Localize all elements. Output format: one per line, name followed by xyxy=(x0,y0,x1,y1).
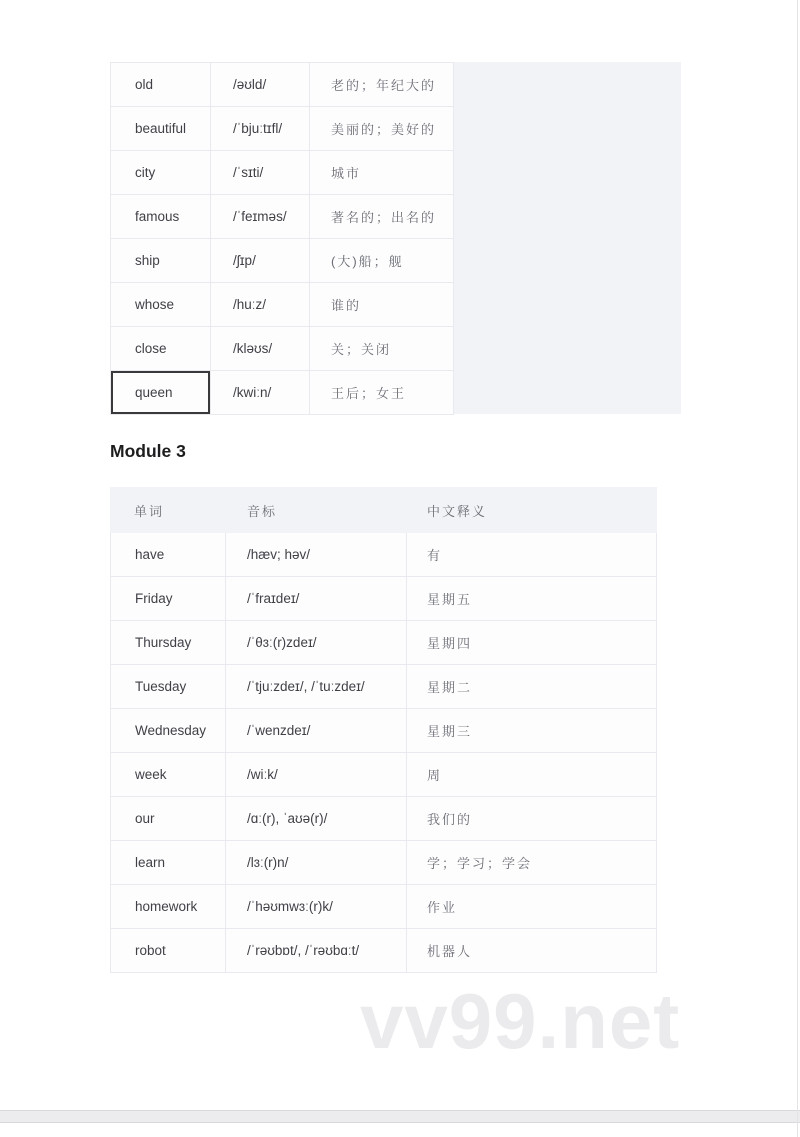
word-cell: learn xyxy=(110,841,226,885)
word-cell: have xyxy=(110,533,226,577)
table-row xyxy=(110,753,657,797)
phonetic-cell: /hæv; həv/ xyxy=(226,533,407,577)
word-cell: city xyxy=(111,151,211,195)
meaning-cell: 老的；年纪大的 xyxy=(310,63,454,107)
table-row xyxy=(111,63,454,107)
table-row xyxy=(110,841,657,885)
meaning-cell: 作业 xyxy=(407,885,657,929)
word-cell: Wednesday xyxy=(110,709,226,753)
word-cell: our xyxy=(110,797,226,841)
phonetic-cell: /ˈwenzdeɪ/ xyxy=(226,709,407,753)
table-row xyxy=(110,709,657,753)
table-row xyxy=(111,107,454,151)
column-header-meaning: 中文释义 xyxy=(427,503,488,519)
table-header-row xyxy=(110,487,657,533)
phonetic-cell: /əʊld/ xyxy=(211,63,310,107)
column-header-word: 单词 xyxy=(134,503,165,519)
phonetic-cell: /ˈhəʊmwɜː(r)k/ xyxy=(226,885,407,929)
phonetic-cell: /lɜː(r)n/ xyxy=(226,841,407,885)
vocab-table-module3 xyxy=(110,487,657,973)
meaning-cell: 谁的 xyxy=(310,283,454,327)
table-row xyxy=(111,327,454,371)
watermark-text: vv99.net xyxy=(360,977,681,1065)
table-row xyxy=(110,665,657,709)
phonetic-cell: /huːz/ xyxy=(211,283,310,327)
vocab-table-top xyxy=(110,62,681,414)
meaning-cell: 我们的 xyxy=(407,797,657,841)
table-row xyxy=(111,283,454,327)
word-cell: Friday xyxy=(110,577,226,621)
word-cell: ship xyxy=(111,239,211,283)
phonetic-cell: /ˈθɜː(r)zdeɪ/ xyxy=(226,621,407,665)
meaning-cell: 有 xyxy=(407,533,657,577)
table-row xyxy=(110,533,657,577)
table-row xyxy=(111,371,454,415)
focused-word-cell[interactable]: queen xyxy=(111,371,211,415)
phonetic-cell: /ˈfraɪdeɪ/ xyxy=(226,577,407,621)
word-cell: homework xyxy=(110,885,226,929)
meaning-cell: 王后；女王 xyxy=(310,371,454,415)
phonetic-cell: /ɑː(r), ˈaʊə(r)/ xyxy=(226,797,407,841)
table-row xyxy=(111,195,454,239)
meaning-cell: 星期五 xyxy=(407,577,657,621)
word-cell: Thursday xyxy=(110,621,226,665)
meaning-cell: 美丽的；美好的 xyxy=(310,107,454,151)
meaning-cell: 星期二 xyxy=(407,665,657,709)
table-row xyxy=(110,621,657,665)
table-row xyxy=(110,929,657,973)
meaning-cell: 周 xyxy=(407,753,657,797)
meaning-cell: 机器人 xyxy=(407,929,657,973)
page-edge-line xyxy=(797,0,798,1137)
meaning-cell: 著名的；出名的 xyxy=(310,195,454,239)
word-cell: robot xyxy=(110,929,226,973)
meaning-cell: 学；学习；学会 xyxy=(407,841,657,885)
word-cell: old xyxy=(111,63,211,107)
word-cell: beautiful xyxy=(111,107,211,151)
meaning-cell: (大)船；舰 xyxy=(310,239,454,283)
word-cell: week xyxy=(110,753,226,797)
meaning-cell: 星期三 xyxy=(407,709,657,753)
table-row xyxy=(111,239,454,283)
phonetic-cell: /ˈbjuːtɪfl/ xyxy=(211,107,310,151)
phonetic-cell: /kləʊs/ xyxy=(211,327,310,371)
section-heading: Module 3 xyxy=(110,441,186,461)
phonetic-cell: /ˈsɪti/ xyxy=(211,151,310,195)
phonetic-cell: /ˈrəʊbɒt/, /ˈrəʊbɑːt/ xyxy=(226,929,407,973)
phonetic-cell: /ˈfeɪməs/ xyxy=(211,195,310,239)
phonetic-cell: /wiːk/ xyxy=(226,753,407,797)
phonetic-cell: /ˈtjuːzdeɪ/, /ˈtuːzdeɪ/ xyxy=(226,665,407,709)
page-break-strip xyxy=(0,1110,800,1123)
word-cell: close xyxy=(111,327,211,371)
word-cell: whose xyxy=(111,283,211,327)
table-row xyxy=(110,577,657,621)
table-row xyxy=(110,797,657,841)
phonetic-cell: /ʃɪp/ xyxy=(211,239,310,283)
vocab-table-top-cells xyxy=(110,62,454,415)
meaning-cell: 星期四 xyxy=(407,621,657,665)
meaning-cell: 关；关闭 xyxy=(310,327,454,371)
word-cell: Tuesday xyxy=(110,665,226,709)
word-cell: famous xyxy=(111,195,211,239)
column-header-phonetic: 音标 xyxy=(247,503,278,519)
phonetic-cell: /kwiːn/ xyxy=(211,371,310,415)
table-row xyxy=(111,151,454,195)
table-row xyxy=(110,885,657,929)
meaning-cell: 城市 xyxy=(310,151,454,195)
